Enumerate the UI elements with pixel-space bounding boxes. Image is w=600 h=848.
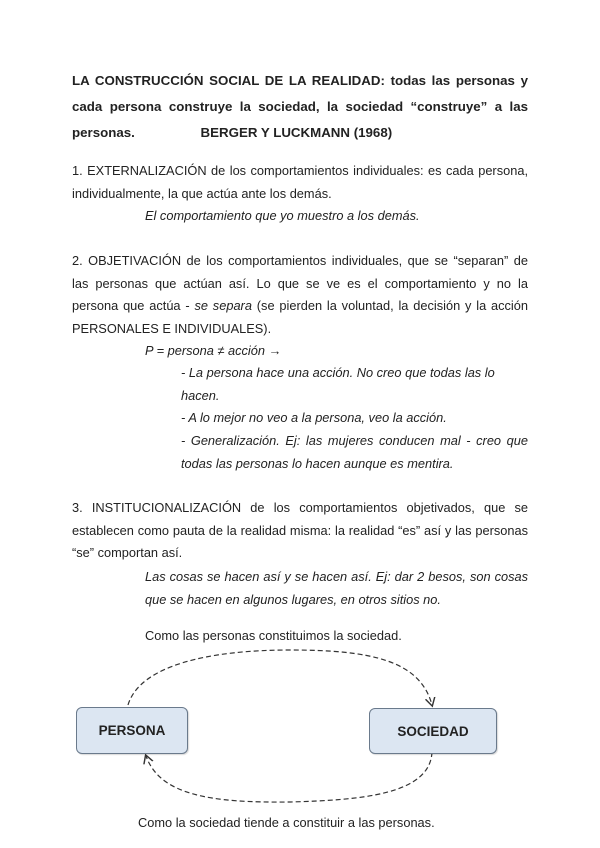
social-construction-diagram xyxy=(0,620,600,848)
document-title xyxy=(72,68,528,146)
section-2-text-a: 2. OBJETIVACIÓN de los comportamientos individuales, que se “separan” de las personas que actúan así. Lo que se ve es el comportamiento y no la persona que actúa - xyxy=(72,253,528,313)
section-2-bullet-2: - A lo mejor no veo a la persona, veo la acción. xyxy=(181,410,447,425)
section-2-text xyxy=(72,250,528,340)
section-3-example: Las cosas se hacen así y se hacen así. Ej: dar 2 besos, son cosas que se hacen en algunos lugares, en otros sitios no. xyxy=(145,569,528,607)
section-1-example: El comportamiento que yo muestro a los demás. xyxy=(145,208,420,223)
section-1-text: 1. EXTERNALIZACIÓN de los comportamientos individuales: es cada persona, individualmente, la que actúa ante los demás. xyxy=(72,163,528,201)
section-2-formula: P = persona ≠ acción → xyxy=(145,343,282,358)
sociedad-node: SOCIEDAD xyxy=(369,708,497,754)
section-2-bullet-3: - Generalización. Ej: las mujeres conducen mal - creo que todas las personas lo hacen aunque es mentira. xyxy=(181,433,528,471)
diagram-top-caption: Como las personas constituimos la sociedad. xyxy=(145,628,402,643)
top-arc-arrow xyxy=(128,650,432,705)
section-2-text-italic: se separa xyxy=(194,298,252,313)
section-2-text-b: (se pierden la voluntad, la decisión y la acción PERSONALES E INDIVIDUALES). xyxy=(72,298,529,336)
bottom-arc-arrow xyxy=(146,752,432,802)
section-3-text: 3. INSTITUCIONALIZACIÓN de los comportamientos objetivados, que se establecen como pauta de la realidad misma: la realidad “es” así y las personas “se” comportan así. xyxy=(72,500,528,560)
diagram-bottom-caption: Como la sociedad tiende a constituir a las personas. xyxy=(138,815,435,830)
title-author: BERGER Y LUCKMANN (1968) xyxy=(200,125,393,140)
title-main: LA CONSTRUCCIÓN SOCIAL DE LA REALIDAD: todas las personas y cada persona construye la sociedad, la sociedad “construye” a las personas. xyxy=(72,73,528,140)
section-2-bullet-1: - La persona hace una acción. No creo que todas las lo hacen. xyxy=(181,365,495,403)
persona-node: PERSONA xyxy=(76,707,188,754)
